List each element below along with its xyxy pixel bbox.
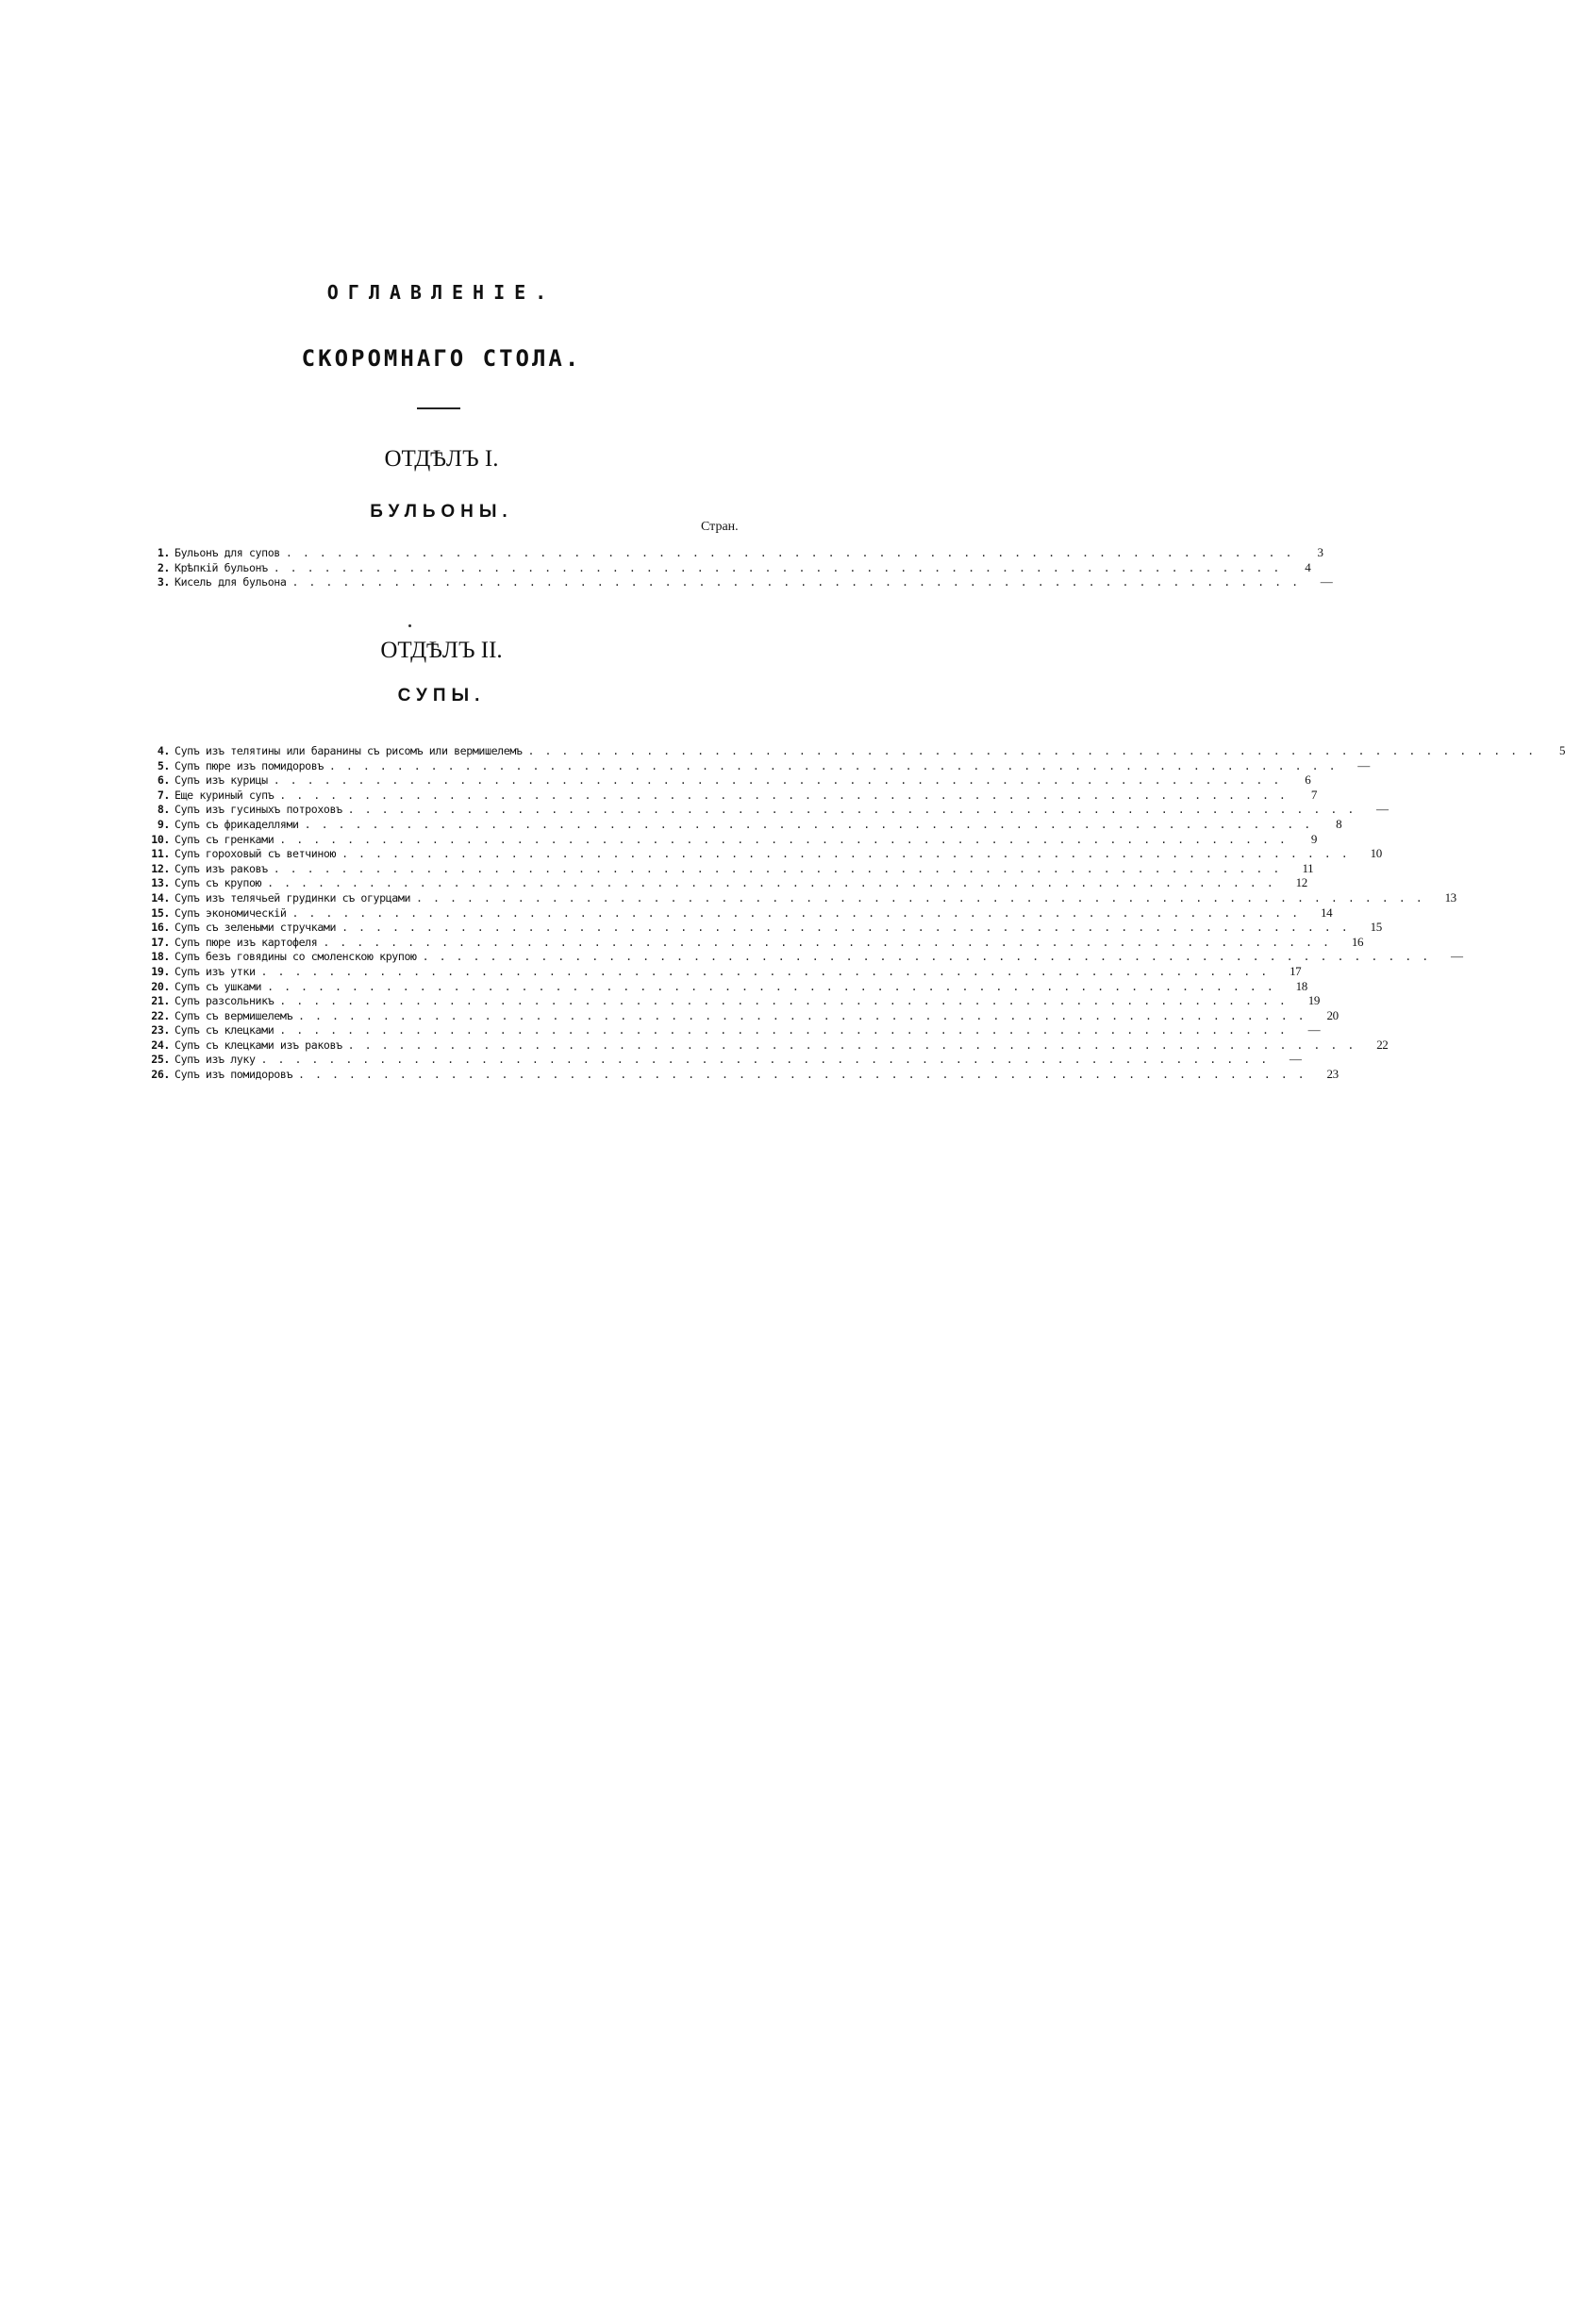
dot-leader: . . . . . . . . . . . . . . . . . . . . . . . . . . . . . . . . . . . . . . . . . . . . . . . . . . . . . . . . . . . .: [341, 847, 1350, 861]
toc-entry: [132, 743, 1566, 758]
toc-entry: [132, 875, 1307, 890]
toc-entry: [132, 993, 1320, 1008]
entry-page: 8: [1336, 816, 1342, 831]
entry-title: Супъ съ вермишелемъ: [175, 1008, 293, 1022]
entry-number: 20.: [151, 979, 170, 993]
entry-number: 11.: [151, 847, 170, 861]
entry-title: Супъ съ крупою: [175, 876, 262, 890]
dot-leader: . . . . . . . . . . . . . . . . . . . . . . . . . . . . . . . . . . . . . . . . . . . . . . . . . . . . . . . . . . . .: [298, 1068, 1306, 1082]
section-subheading: СУПЫ.: [397, 686, 486, 706]
entry-number: 18.: [151, 950, 170, 964]
section-heading: ОТДѢЛЪ II.: [380, 638, 503, 663]
dot-leader: . . . . . . . . . . . . . . . . . . . . . . . . . . . . . . . . . . . . . . . . . . . . . . . . . . . . . . . . . . . .: [267, 979, 1275, 993]
entry-number: 15.: [151, 905, 170, 920]
entry-page: 6: [1305, 772, 1311, 788]
entry-page: 18: [1295, 978, 1307, 993]
dot-leader: . . . . . . . . . . . . . . . . . . . . . . . . . . . . . . . . . . . . . . . . . . . . . . . . . . . . . . . . . . . .: [279, 1023, 1288, 1038]
toc-entry: [132, 949, 1463, 964]
entry-page: 10: [1370, 846, 1382, 861]
entry-number: 2.: [157, 560, 170, 574]
entry-page: 3: [1317, 545, 1323, 559]
entry-title: Супъ изъ курицы: [175, 773, 268, 788]
entry-title: Супъ изъ луку: [175, 1053, 256, 1067]
toc-entry: [132, 772, 1311, 788]
entry-title: Крѣпкій бульонъ: [175, 560, 268, 574]
entry-title: Супъ съ клецками: [175, 1023, 275, 1038]
toc-entry: [132, 889, 1456, 905]
dot-leader: . . . . . . . . . . . . . . . . . . . . . . . . . . . . . . . . . . . . . . . . . . . . . . . . . . . . . . . . . . . .: [273, 560, 1282, 574]
dot-leader: . . . . . . . . . . . . . . . . . . . . . . . . . . . . . . . . . . . . . . . . . . . . . . . . . . . . . . . . . . . .: [267, 876, 1275, 890]
dot-leader: . . . . . . . . . . . . . . . . . . . . . . . . . . . . . . . . . . . . . . . . . . . . . . . . . . . . . . . . . . . .: [328, 758, 1338, 772]
ink-speck: [408, 624, 411, 627]
entry-title: Супъ съ фрикаделлями: [175, 817, 299, 831]
entry-page: —: [1357, 757, 1370, 772]
entry-title: Супъ экономическій: [175, 905, 287, 920]
toc-entry: [132, 816, 1342, 832]
entry-page: —: [1289, 1052, 1302, 1067]
entry-title: Супъ изъ утки: [175, 964, 256, 978]
divider: [417, 407, 460, 409]
dot-leader: . . . . . . . . . . . . . . . . . . . . . . . . . . . . . . . . . . . . . . . . . . . . . . . . . . . . . . . . . . . .: [291, 905, 1301, 920]
toc-entry: [132, 802, 1389, 817]
entry-number: 16.: [151, 921, 170, 935]
toc-entry: [132, 1007, 1339, 1023]
entry-number: 22.: [151, 1008, 170, 1022]
dot-leader: . . . . . . . . . . . . . . . . . . . . . . . . . . . . . . . . . . . . . . . . . . . . . . . . . . . . . . . . . . . .: [279, 832, 1288, 846]
toc-entry: [132, 978, 1307, 994]
entry-page: 5: [1559, 743, 1566, 757]
dot-leader: . . . . . . . . . . . . . . . . . . . . . . . . . . . . . . . . . . . . . . . . . . . . . . . . . . . . . . . . . . . .: [279, 788, 1288, 802]
entry-number: 13.: [151, 876, 170, 890]
entry-page: 16: [1351, 934, 1364, 949]
entry-title: Супъ изъ помидоровъ: [175, 1068, 293, 1082]
entry-title: Супъ изъ раковъ: [175, 861, 268, 875]
entry-title: Супъ съ гренками: [175, 832, 275, 846]
entry-page: —: [1307, 1022, 1321, 1038]
toc-entry: [132, 1052, 1302, 1067]
entry-number: 19.: [151, 964, 170, 978]
entry-page: 19: [1307, 993, 1320, 1008]
section-heading: ОТДѢЛЪ I.: [384, 446, 499, 472]
dot-leader: . . . . . . . . . . . . . . . . . . . . . . . . . . . . . . . . . . . . . . . . . . . . . . . . . . . . . . . . . . . .: [273, 861, 1282, 875]
entry-page: 17: [1290, 963, 1302, 978]
dot-leader: . . . . . . . . . . . . . . . . . . . . . . . . . . . . . . . . . . . . . . . . . . . . . . . . . . . . . . . . . . . .: [298, 1008, 1306, 1022]
entry-title: Супъ гороховый съ ветчиною: [175, 847, 337, 861]
entry-title: Бульонъ для супов: [175, 546, 280, 559]
entry-number: 14.: [151, 890, 170, 905]
dot-leader: . . . . . . . . . . . . . . . . . . . . . . . . . . . . . . . . . . . . . . . . . . . . . . . . . . . . . . . . . . . .: [323, 935, 1331, 949]
toc-entry: [132, 831, 1317, 847]
entry-page: —: [1375, 802, 1389, 817]
entry-page: 9: [1310, 831, 1317, 846]
dot-leader: . . . . . . . . . . . . . . . . . . . . . . . . . . . . . . . . . . . . . . . . . . . . . . . . . . . . . . . . . . . .: [285, 546, 1294, 559]
entry-title: Супъ пюре изъ помидоровъ: [175, 758, 324, 772]
entry-page: 13: [1444, 889, 1456, 905]
entry-page: 22: [1376, 1037, 1389, 1052]
dot-leader: . . . . . . . . . . . . . . . . . . . . . . . . . . . . . . . . . . . . . . . . . . . . . . . . . . . . . . . . . . . .: [273, 773, 1282, 788]
entry-page: 15: [1370, 920, 1382, 935]
entry-number: 5.: [157, 758, 170, 772]
dot-leader: . . . . . . . . . . . . . . . . . . . . . . . . . . . . . . . . . . . . . . . . . . . . . . . . . . . . . . . . . . . .: [527, 744, 1537, 757]
entry-page: 12: [1295, 875, 1307, 890]
entry-number: 7.: [157, 788, 170, 802]
entry-page: 20: [1326, 1007, 1339, 1022]
dot-leader: . . . . . . . . . . . . . . . . . . . . . . . . . . . . . . . . . . . . . . . . . . . . . . . . . . . . . . . . . . . .: [416, 890, 1424, 905]
toc-entry: [132, 1037, 1389, 1053]
entry-number: 17.: [151, 935, 170, 949]
dot-leader: . . . . . . . . . . . . . . . . . . . . . . . . . . . . . . . . . . . . . . . . . . . . . . . . . . . . . . . . . . . .: [347, 803, 1356, 817]
page-subtitle: СКОРОМНАГО СТОЛА.: [301, 345, 582, 372]
entry-title: Супъ изъ гусиныхъ потроховъ: [175, 803, 342, 817]
entry-page: 14: [1320, 905, 1333, 920]
toc-entry: [132, 905, 1333, 921]
entry-number: 9.: [157, 817, 170, 831]
entry-number: 1.: [157, 546, 170, 559]
entry-number: 25.: [151, 1053, 170, 1067]
entry-page: —: [1320, 574, 1333, 589]
section-subheading: БУЛЬОНЫ.: [370, 502, 513, 522]
entry-number: 4.: [157, 744, 170, 757]
page-title: ОГЛАВЛЕНІЕ.: [326, 281, 557, 304]
entry-title: Супъ изъ телятины или баранины съ рисомъ или вермишелемъ: [175, 744, 523, 757]
toc-entry: [132, 757, 1370, 773]
dot-leader: . . . . . . . . . . . . . . . . . . . . . . . . . . . . . . . . . . . . . . . . . . . . . . . . . . . . . . . . . . . .: [279, 994, 1288, 1008]
dot-leader: . . . . . . . . . . . . . . . . . . . . . . . . . . . . . . . . . . . . . . . . . . . . . . . . . . . . . . . . . . . .: [347, 1038, 1356, 1052]
dot-leader: . . . . . . . . . . . . . . . . . . . . . . . . . . . . . . . . . . . . . . . . . . . . . . . . . . . . . . . . . . . .: [341, 921, 1350, 935]
toc-entry: [132, 787, 1317, 803]
toc-entry: [132, 920, 1382, 935]
toc-list: [132, 743, 1566, 1082]
entry-title: Супъ изъ телячьей грудинки съ огурцами: [175, 890, 411, 905]
toc-entry: [132, 1067, 1339, 1082]
entry-title: Кисель для бульона: [175, 575, 287, 589]
toc-entry: [132, 1022, 1321, 1038]
toc-entry: [132, 934, 1364, 950]
entry-number: 26.: [151, 1068, 170, 1082]
dot-leader: . . . . . . . . . . . . . . . . . . . . . . . . . . . . . . . . . . . . . . . . . . . . . . . . . . . . . . . . . . . .: [260, 964, 1270, 978]
entry-number: 23.: [151, 1023, 170, 1038]
entry-page: 23: [1326, 1067, 1339, 1082]
entry-page: 4: [1305, 559, 1311, 574]
entry-title: Супъ съ зелеными стручками: [175, 921, 337, 935]
toc-entry: [132, 846, 1382, 861]
entry-title: Супъ съ клецками изъ раковъ: [175, 1038, 342, 1052]
entry-number: 10.: [151, 832, 170, 846]
entry-number: 6.: [157, 773, 170, 788]
entry-number: 12.: [151, 861, 170, 875]
toc-entry: [132, 860, 1314, 876]
entry-title: Супъ пюре изъ картофеля: [175, 935, 318, 949]
dot-leader: . . . . . . . . . . . . . . . . . . . . . . . . . . . . . . . . . . . . . . . . . . . . . . . . . . . . . . . . . . . .: [260, 1053, 1270, 1067]
toc-entry: [132, 545, 1323, 560]
entry-title: Еще куриный супъ: [175, 788, 275, 802]
entry-page: —: [1450, 949, 1463, 964]
dot-leader: . . . . . . . . . . . . . . . . . . . . . . . . . . . . . . . . . . . . . . . . . . . . . . . . . . . . . . . . . . . .: [422, 950, 1431, 964]
dot-leader: . . . . . . . . . . . . . . . . . . . . . . . . . . . . . . . . . . . . . . . . . . . . . . . . . . . . . . . . . . . .: [291, 575, 1301, 589]
entry-title: Супъ разсольникъ: [175, 994, 275, 1008]
toc-entry: [132, 574, 1333, 589]
entry-number: 8.: [157, 803, 170, 817]
toc-entry: [132, 559, 1311, 575]
entry-page: 11: [1302, 860, 1314, 875]
toc-entry: [132, 963, 1302, 979]
page-column-label: Стран.: [701, 520, 739, 534]
entry-title: Супъ съ ушками: [175, 979, 262, 993]
entry-number: 3.: [157, 575, 170, 589]
entry-title: Супъ безъ говядины со смоленскою крупою: [175, 950, 417, 964]
entry-number: 21.: [151, 994, 170, 1008]
toc-list: [132, 545, 1333, 589]
entry-number: 24.: [151, 1038, 170, 1052]
dot-leader: . . . . . . . . . . . . . . . . . . . . . . . . . . . . . . . . . . . . . . . . . . . . . . . . . . . . . . . . . . . .: [304, 817, 1313, 831]
entry-page: 7: [1310, 787, 1317, 802]
